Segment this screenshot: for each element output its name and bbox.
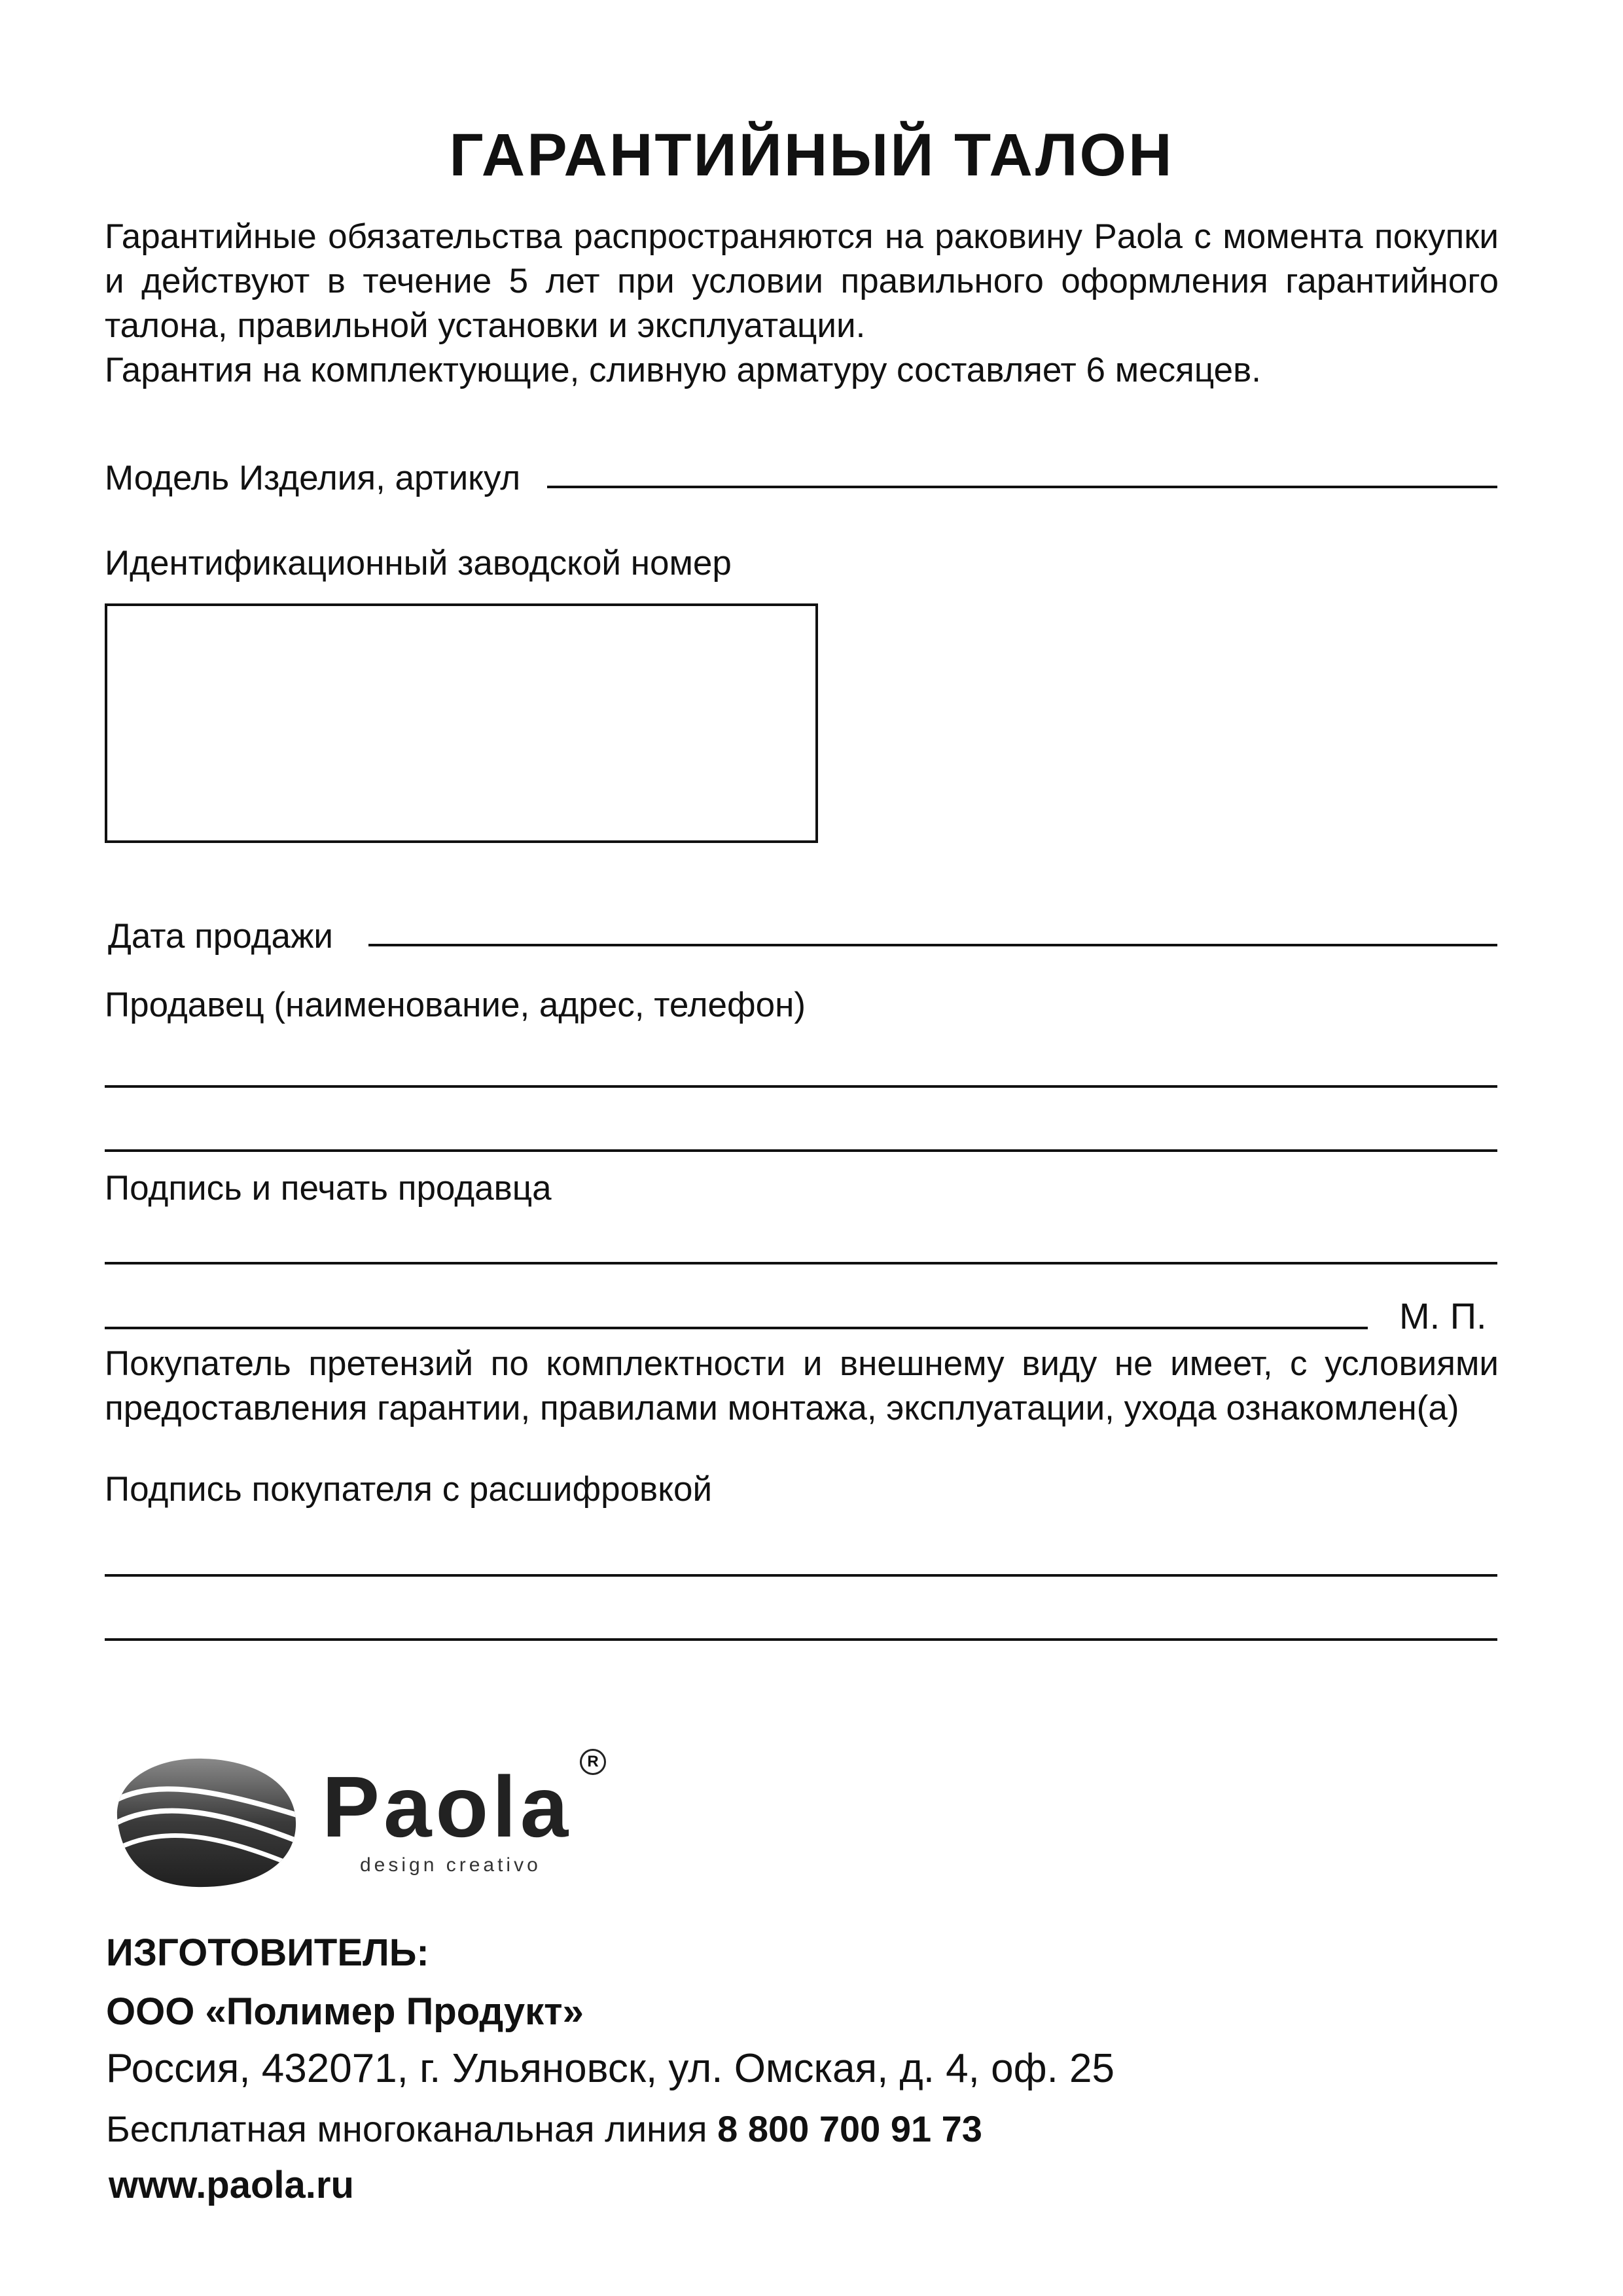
registered-mark-icon: R [580, 1749, 606, 1775]
hotline [106, 2108, 982, 2150]
buyer-signature-line[interactable] [105, 1574, 1497, 1577]
model-field-line[interactable] [547, 486, 1497, 488]
buyer-acknowledgement-text: Покупатель претензий по комплектности и внешнему виду не имеет, с условиями предоставления гарантии, правилами монтажа, эксплуатации, ухода ознакомлен(а) [105, 1344, 1499, 1427]
sale-date-field-line[interactable] [368, 944, 1497, 946]
manufacturer-heading: ИЗГОТОВИТЕЛЬ: [106, 1931, 429, 1974]
manufacturer-company: ООО «Полимер Продукт» [106, 1990, 584, 2033]
seller-field-line[interactable] [105, 1085, 1497, 1088]
brand-tagline: design creativo [360, 1854, 541, 1876]
seller-signature-label: Подпись и печать продавца [105, 1169, 552, 1208]
pebble-waves-logo-icon [105, 1744, 301, 1901]
components-warranty-paragraph: Гарантия на комплектующие, сливную арматуру составляет 6 месяцев. [105, 351, 1261, 389]
page-title: ГАРАНТИЙНЫЙ ТАЛОН [449, 122, 1174, 188]
model-label: Модель Изделия, артикул [105, 459, 521, 497]
brand-name: Paola [322, 1759, 573, 1855]
serial-number-label: Идентификационный заводской номер [105, 544, 732, 583]
seller-field-line[interactable] [105, 1149, 1497, 1152]
buyer-acknowledgement [105, 1342, 1499, 1431]
seller-signature-line[interactable] [105, 1262, 1497, 1265]
sale-date-label: Дата продажи [108, 917, 334, 956]
website-link[interactable]: www.paola.ru [109, 2164, 354, 2206]
seller-label: Продавец (наименование, адрес, телефон) [105, 986, 806, 1024]
warranty-terms-paragraph: Гарантийные обязательства распространяются на раковину Paola с момента покупки и действуют в течение 5 лет при условии правильного оформления гарантийного талона, правильной установки и эксплуатации. [105, 217, 1499, 345]
hotline-label: Бесплатная многоканальная линия [106, 2108, 718, 2149]
seller-stamp-line[interactable] [105, 1327, 1368, 1329]
stamp-label: М. П. [1399, 1295, 1487, 1336]
manufacturer-address: Россия, 432071, г. Ульяновск, ул. Омская, д. 4, оф. 25 [106, 2046, 1115, 2091]
serial-number-box[interactable] [105, 603, 818, 843]
warranty-terms [105, 215, 1499, 393]
buyer-signature-label: Подпись покупателя с расшифровкой [105, 1470, 713, 1509]
hotline-number: 8 800 700 91 73 [717, 2108, 982, 2149]
buyer-signature-line[interactable] [105, 1638, 1497, 1641]
